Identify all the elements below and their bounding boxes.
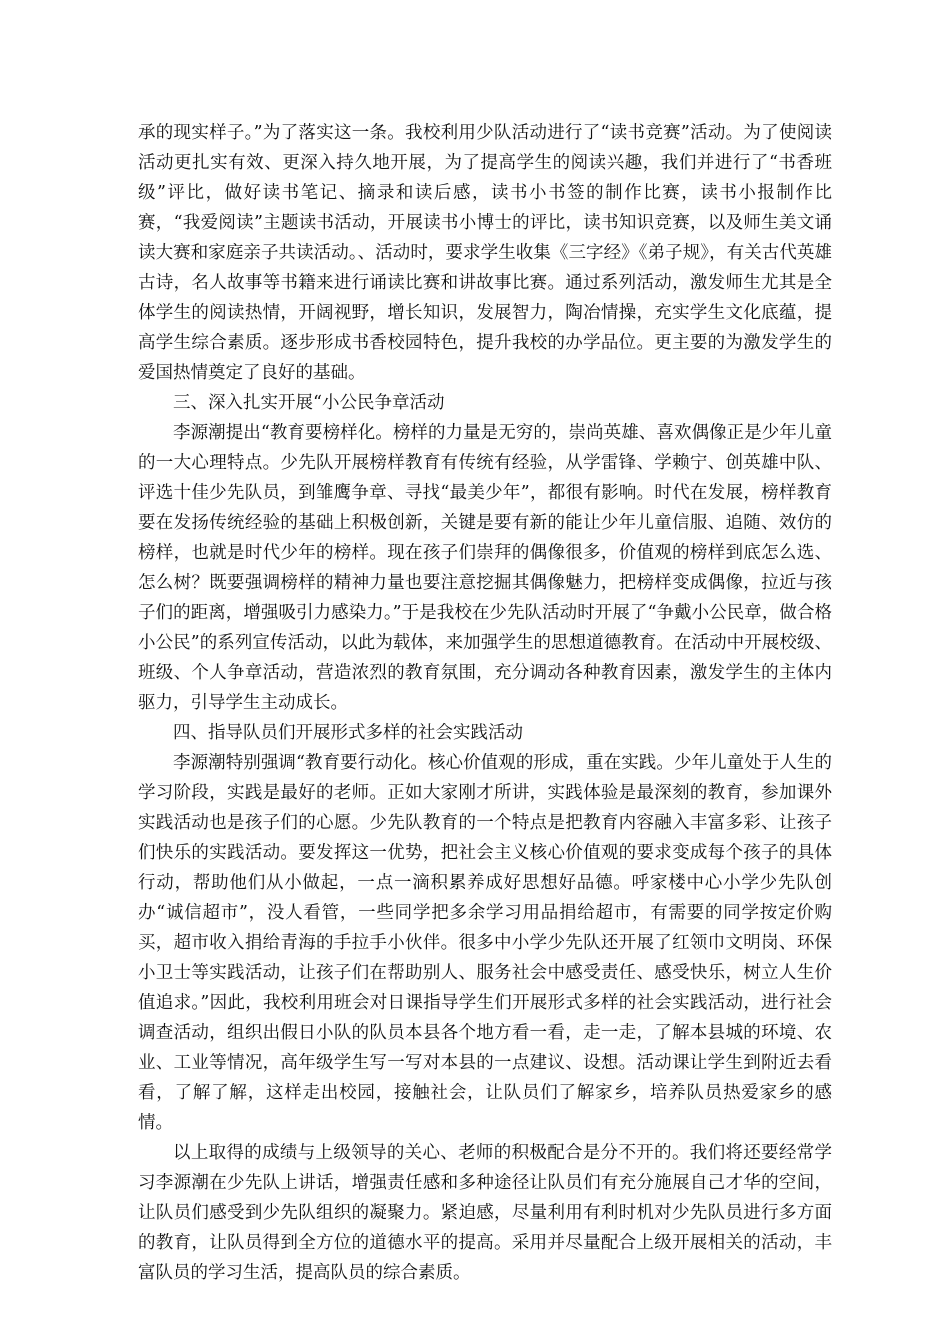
section-heading-4: 四、指导队员们开展形式多样的社会实践活动 — [173, 723, 523, 743]
paragraph-conclusion: 以上取得的成绩与上级领导的关心、老师的积极配合是分不开的。我们将还要经常学习李源潮在少先队上讲话，增强责任感和多种途径让队员们有充分施展自己才华的空间，让队员们感受到少先队组织的凝聚力。紧迫感，尽量利用有利时机对少先队员进行多方面的教育，让队员得到全方位的道德水平的提高。采用并尽量配合上级开展相关的活动，丰富队员的学习生活，提高队员的综合素质。 — [138, 1143, 832, 1283]
paragraph-social-practice: 李源潮特别强调“教育要行动化。核心价值观的形成，重在实践。少年儿童处于人生的学习阶段，实践是最好的老师。正如大家刚才所讲，实践体验是最深刻的教育，参加课外实践活动也是孩子们的心愿。少先队教育的一个特点是把教育内容融入丰富多彩、让孩子们快乐的实践活动。要发挥这一优势，把社会主义核心价值观的要求变成每个孩子的具体行动，帮助他们从小做起，一点一滴积累养成好思想好品德。呼家楼中心小学少先队创办“诚信超市”，没人看管，一些同学把多余学习用品捐给超市，有需要的同学按定价购买，超市收入捐给青海的手拉手小伙伴。很多中小学少先队还开展了红领巾文明岗、环保小卫士等实践活动，让孩子们在帮助别人、服务社会中感受责任、感受快乐，树立人生价值追求。”因此，我校利用班会对日课指导学生们开展形式多样的社会实践活动，进行社会调查活动，组织出假日小队的队员本县各个地方看一看，走一走，了解本县城的环境、农业、工业等情况，高年级学生写一写对本县的一点建议、设想。活动课让学生到附近去看看，了解了解，这样走出校园，接触社会，让队员们了解家乡，培养队员热爱家乡的感情。 — [138, 753, 832, 1133]
paragraph-role-models: 李源潮提出“教育要榜样化。榜样的力量是无穷的，崇尚英雄、喜欢偶像正是少年儿童的一大心理特点。少先队开展榜样教育有传统有经验，从学雷锋、学赖宁、创英雄中队、评选十佳少先队员，到雏鹰争章、寻找“最美少年”，都很有影响。时代在发展，榜样教育要在发扬传统经验的基础上积极创新，关键是要有新的能让少年儿童信服、追随、效仿的榜样，也就是时代少年的榜样。现在孩子们崇拜的偶像很多，价值观的榜样到底怎么选、怎么树？既要强调榜样的精神力量也要注意挖掘其偶像魅力，把榜样变成偶像，拉近与孩子们的距离，增强吸引力感染力。”于是我校在少先队活动时开展了“争戴小公民章，做合格小公民”的系列宣传活动，以此为载体，来加强学生的思想道德教育。在活动中开展校级、班级、个人争章活动，营造浓烈的教育氛围，充分调动各种教育因素，激发学生的主体内驱力，引导学生主动成长。 — [138, 423, 832, 713]
document-body — [138, 118, 832, 1288]
paragraph-reading-activities: 承的现实样子。”为了落实这一条。我校利用少队活动进行了“读书竞赛”活动。为了使阅读活动更扎实有效、更深入持久地开展，为了提高学生的阅读兴趣，我们并进行了“书香班级”评比，做好读书笔记、摘录和读后感，读书小书签的制作比赛，读书小报制作比赛，“我爱阅读”主题读书活动，开展读书小博士的评比，读书知识竞赛，以及师生美文诵读大赛和家庭亲子共读活动。、活动时，要求学生收集《三字经》《弟子规》，有关古代英雄古诗，名人故事等书籍来进行诵读比赛和讲故事比赛。通过系列活动，激发师生尤其是全体学生的阅读热情，开阔视野，增长知识，发展智力，陶冶情操，充实学生文化底蕴，提高学生综合素质。逐步形成书香校园特色，提升我校的办学品位。更主要的为激发学生的爱国热情奠定了良好的基础。 — [138, 123, 832, 383]
section-heading-3: 三、深入扎实开展“小公民争章活动 — [173, 393, 445, 413]
